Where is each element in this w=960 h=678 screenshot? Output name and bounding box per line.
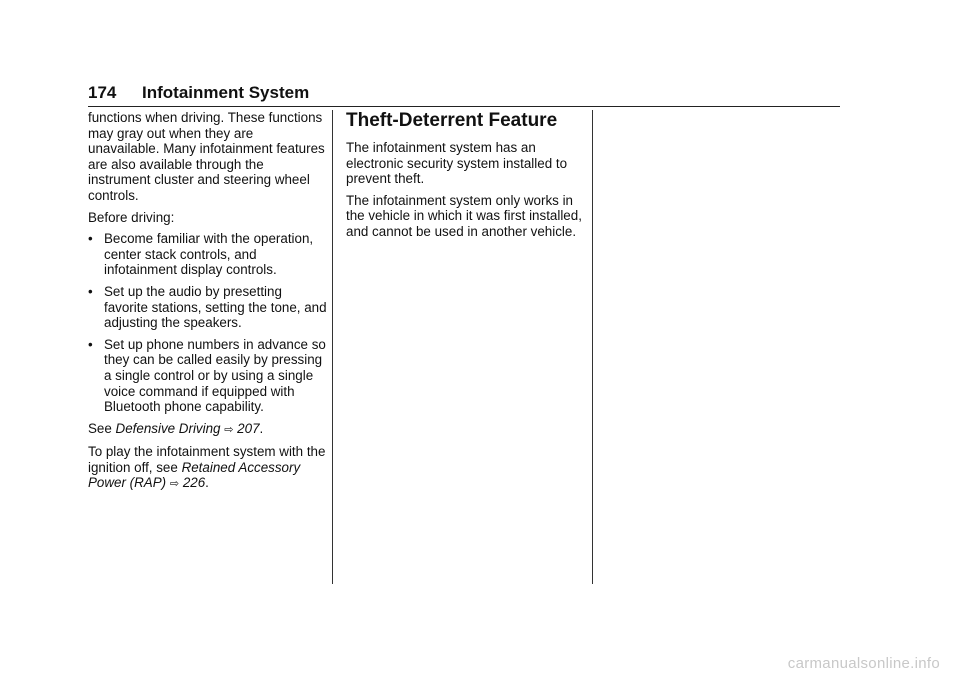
- left-column: [88, 110, 328, 499]
- page-header: [88, 82, 840, 107]
- watermark: carmanualsonline.info: [787, 655, 940, 672]
- play-suffix: .: [205, 475, 209, 491]
- middle-column: [346, 110, 586, 246]
- bullet-icon: •: [88, 283, 93, 299]
- bullet-icon: •: [88, 336, 93, 352]
- rap-link[interactable]: Retained Accessory Power (RAP): [88, 459, 301, 491]
- page-number: 174: [88, 83, 117, 102]
- bullet-text: Become familiar with the operation, center stack controls, and infotainment display controls.: [104, 231, 314, 278]
- paragraph: The infotainment system has an electronic security system installed to prevent theft.: [346, 140, 568, 187]
- bullet-text: Set up phone numbers in advance so they can be called easily by pressing a single control or by using a single voice command if equipped with Bluetooth phone capability.: [104, 336, 326, 415]
- defensive-driving-link[interactable]: Defensive Driving: [115, 420, 221, 436]
- see-suffix: .: [259, 420, 264, 436]
- column-divider: [332, 110, 333, 584]
- play-prefix: To play the infotainment system with the ignition off, see: [88, 444, 326, 475]
- list-item: [88, 337, 328, 415]
- play-reference: [88, 444, 328, 493]
- see-reference: [88, 421, 328, 439]
- page-reference-icon: ⇨: [224, 423, 234, 436]
- column-divider: [592, 110, 593, 584]
- intro-paragraph: functions when driving. These functions may gray out when they are unavailable. Many infotainment features are also available through the instrument cluster and steering wheel controls.: [88, 110, 325, 203]
- page-reference-number: 226: [182, 475, 206, 491]
- see-prefix: See: [88, 420, 116, 436]
- list-item: [88, 231, 328, 278]
- section-heading: Theft-Deterrent Feature: [346, 110, 558, 131]
- before-driving-label: Before driving:: [88, 209, 175, 225]
- page-reference-number: 207: [237, 420, 260, 436]
- bullet-text: Set up the audio by presetting favorite stations, setting the tone, and adjusting the speakers.: [104, 283, 327, 331]
- section-title: Infotainment System: [142, 83, 310, 102]
- paragraph: The infotainment system only works in the vehicle in which it was first installed, and cannot be used in another vehicle.: [346, 192, 582, 239]
- page-reference-icon: ⇨: [169, 478, 180, 491]
- list-item: [88, 284, 328, 331]
- bullet-icon: •: [88, 231, 93, 247]
